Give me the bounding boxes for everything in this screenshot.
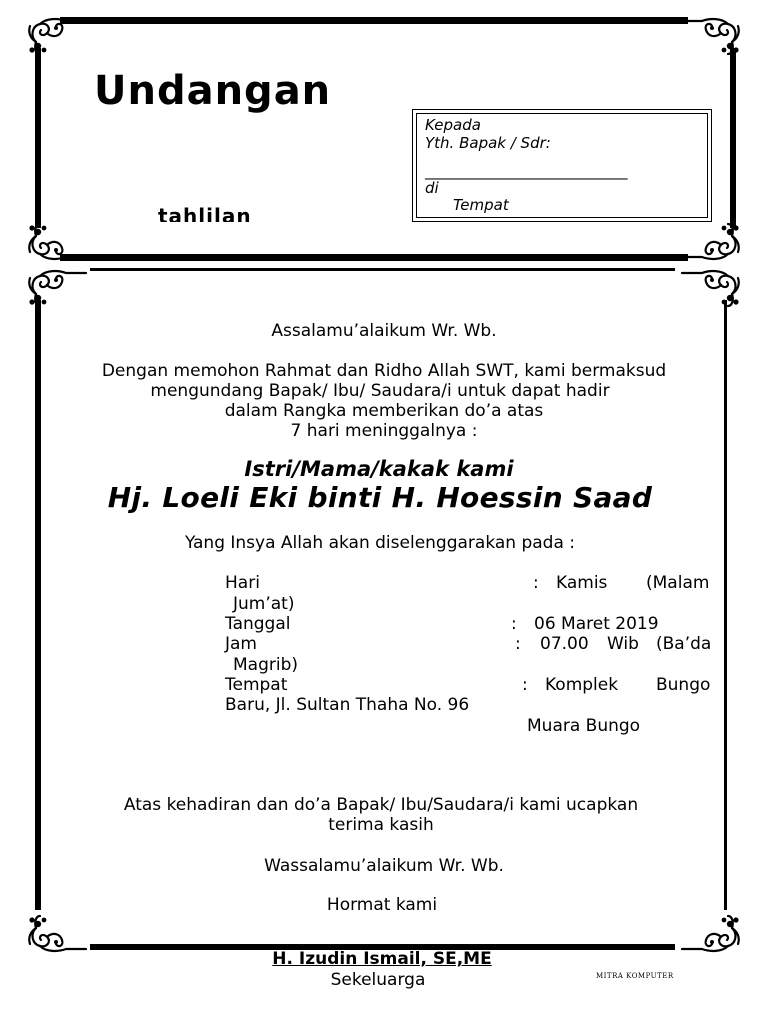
date-value: 06 Maret 2019	[534, 614, 659, 634]
intro-line-4: 7 hari meninggalnya :	[290, 421, 478, 441]
top-frame-right-border	[730, 48, 736, 228]
date-colon: :	[511, 614, 517, 634]
regards: Hormat kami	[326, 895, 438, 915]
day-colon: :	[533, 573, 539, 593]
address-to-label: Kepada	[425, 116, 481, 134]
address-blank-line: ___________________________	[425, 162, 628, 180]
top-frame-bottom-border	[60, 254, 688, 261]
address-recipient-label: Yth. Bapak / Sdr:	[425, 134, 551, 152]
day-note-b: Jum’at)	[233, 594, 295, 614]
body-frame-top-border	[90, 268, 675, 271]
address-location: Tempat	[453, 196, 509, 214]
top-frame-ornament-top-left-icon	[26, 12, 88, 56]
time-note-a: (Ba’da	[656, 634, 712, 654]
body-frame-ornament-top-left-icon	[26, 264, 88, 308]
invitation-title: Undangan	[94, 68, 332, 114]
place-line-2: Baru, Jl. Sultan Thaha No. 96	[225, 695, 470, 715]
body-frame-ornament-top-right-icon	[680, 264, 742, 308]
time-colon: :	[515, 634, 521, 654]
invitation-subtitle: tahlilan	[158, 204, 252, 222]
address-box	[412, 109, 712, 222]
day-label: Hari	[225, 573, 260, 593]
intro-line-2: mengundang Bapak/ Ibu/ Saudara/i untuk dapat hadir	[150, 381, 610, 401]
place-label: Tempat	[225, 675, 288, 695]
relation-line: Istri/Mama/kakak kami	[244, 457, 514, 481]
signer-name: H. Izudin Ismail, SE,ME	[272, 949, 492, 969]
place-value-a: Komplek	[545, 675, 619, 695]
place-value-b: Bungo	[656, 675, 711, 695]
time-note-b: Magrib)	[233, 655, 299, 675]
closing-line-1: Atas kehadiran dan do’a Bapak/ Ibu/Saudara/i kami ucapkan	[123, 795, 639, 815]
top-frame-left-border	[35, 48, 41, 228]
intro-line-3: dalam Rangka memberikan do’a atas	[224, 401, 544, 421]
top-frame-ornament-top-right-icon	[680, 12, 742, 56]
signer-group: Sekeluarga	[330, 970, 426, 990]
footer-watermark: MITRA KOMPUTER	[596, 972, 674, 980]
top-frame-top-border	[60, 17, 688, 24]
closing-line-2: terima kasih	[328, 815, 434, 835]
time-unit: Wib	[607, 634, 639, 654]
farewell: Wassalamu’alaikum Wr. Wb.	[264, 856, 504, 876]
greeting: Assalamu’alaikum Wr. Wb.	[271, 321, 497, 341]
place-colon: :	[522, 675, 528, 695]
time-value: 07.00	[540, 634, 589, 654]
top-frame-ornament-bottom-right-icon	[680, 222, 742, 266]
intro-line-1: Dengan memohon Rahmat dan Ridho Allah SWT, kami bermaksud	[101, 361, 667, 381]
place-line-3: Muara Bungo	[527, 716, 641, 736]
deceased-name: Hj. Loeli Eki binti H. Hoessin Saad	[107, 481, 653, 514]
event-intro: Yang Insya Allah akan diselenggarakan pada :	[184, 533, 576, 553]
time-label: Jam	[225, 634, 257, 654]
day-value: Kamis	[556, 573, 608, 593]
address-location-prefix: di	[425, 179, 439, 197]
date-label: Tanggal	[225, 614, 291, 634]
day-note-a: (Malam	[646, 573, 710, 593]
top-frame-ornament-bottom-left-icon	[26, 222, 88, 266]
